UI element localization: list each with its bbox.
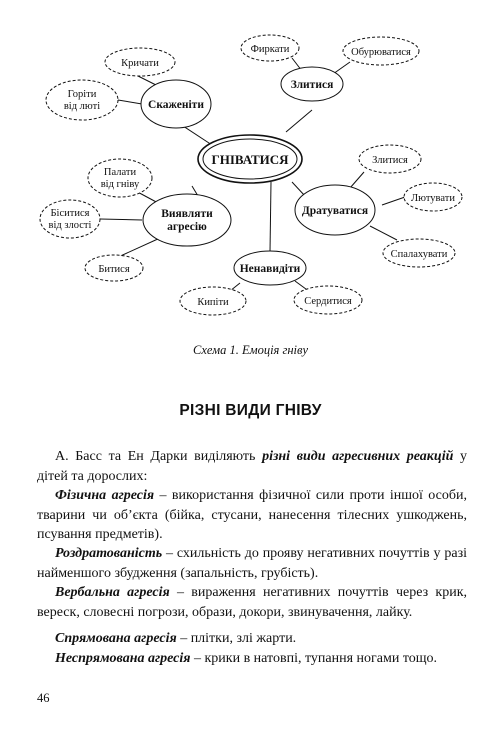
dratuvatysia-label: Дратуватися [301,205,369,217]
skazheniti-child-1: Кричати [121,58,159,69]
dratuvatysia-child-3: Спалахувати [390,249,448,260]
zlytysia-top-child-2: Обурюватися [351,47,411,58]
center-label: ГНІВАТИСЯ [211,152,289,167]
paragraph-physical-aggression: Фізична агресія – використання фізичної сили проти іншої особи, тварини чи об’єкта (бійка, стусани, нанесення тілесних ушкоджень, псування предметів). [37,488,467,542]
dratuvatysia-child-1: Злитися [372,155,408,166]
paragraph-intro: А. Басс та Ен Дарки виділяють різні види агресивних реакцій у дітей та дорослих: [37,449,468,484]
vyiavliaty-child-3: Битися [98,264,130,275]
vyiavliaty-child-2: Біситися від злості [48,208,92,231]
nenavydity-child-1: Кипіти [197,297,229,308]
skazheniti-child-2: Горіти від люті [63,89,101,112]
zlytysia-top-label: Злитися [290,79,334,91]
paragraph-verbal-aggression: Вербальна агресія – вираження негативних почуттів через крик, вереск, словесні погрози, образи, докори, звинувачення, лайку. [37,585,467,620]
section-heading: РІЗНІ ВИДИ ГНІВУ [179,402,322,419]
paragraph-directed-aggression: Спрямована агресія – плітки, злі жарти. [55,631,297,646]
anger-mind-map [0,0,501,330]
skazheniti-label: Скаженіти [148,99,204,111]
nenavydity-label: Ненавидіти [239,263,301,275]
paragraph-undirected-aggression: Неспрямована агресія – крики в натовпі, тупання ногами тощо. [55,651,438,666]
vyiavliaty-label: Виявляти агресію [161,208,213,233]
nenavydity-child-2: Сердитися [304,296,352,307]
page-number: 46 [37,691,50,705]
diagram-caption: Схема 1. Емоція гніву [192,343,309,357]
dratuvatysia-child-2: Лютувати [411,193,455,204]
paragraph-irritability: Роздратованість – схильність до прояву негативних почуттів у разі найменшого збудження (запальність, грубість). [37,546,467,581]
zlytysia-top-child-1: Фиркати [250,44,290,55]
vyiavliaty-child-1: Палати від гніву [100,167,140,190]
